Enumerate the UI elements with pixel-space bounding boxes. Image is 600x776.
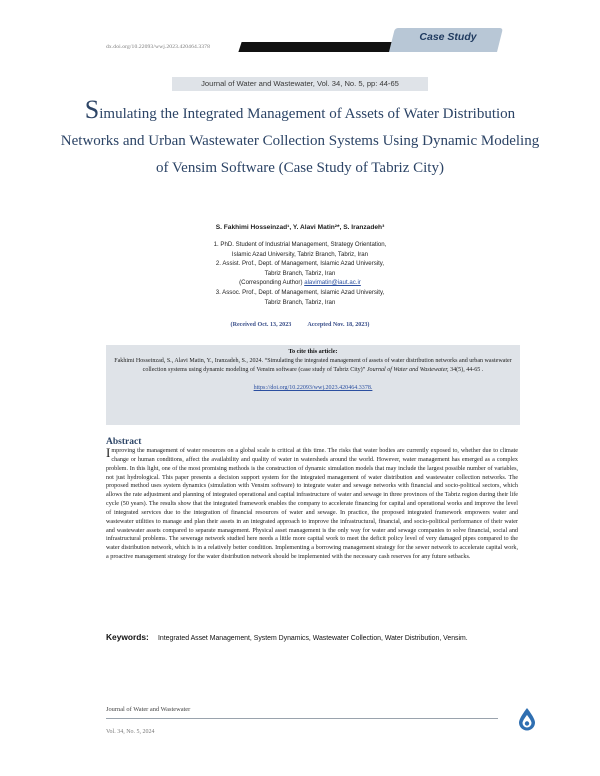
accepted-date: Accepted Nov. 18, 2023) <box>307 322 370 328</box>
corresponding-label: (Corresponding Author) <box>239 279 303 287</box>
abstract-text: mproving the management of water resources on a global scale is critical at this time. The risks that water bodies are currently exposed to, whether due to climate change or human conditions, affect the availability and quality of water in watersheds around the world. However, water management has emerged as a complex problem. In this light, one of the most promising methods is the construction of dynamic simulation models that may include the largest possible number of variables, not just hydrological. This paper presents a decision support system for the integrated management of water distribution and wastewater collection networks. The proposed method uses system dynamics (simulation with Vensim software) to integrate water and sewage networks with financial and socio-political sectors, which allows the rate adjustment and planning of integrated operational and capital infrastructure of water and sewage in three provinces of the Tabriz region during their life cycle (50 years). The results show that the integrated framework enables the company to accelerate financing for capital and operational works and improve the level of integrated services due to the integration of financial resources of water and sewage. In practice, the proposed integrated framework empowers water and wastewater utilities to manage and plan their assets in an integrated approach to improve the infrastructural, financial, and socio-political performance of their water and wastewater assets compared to separate management. Physical asset management is the only way for water and sewage companies to solve financial, social and infrastructural problems. The sewerage network studied here needs a little more capital work to meet the deficit policy level of very damaged pipes compared to the water distribution network, which is in a relatively better condition. Implementing a borrowing management strategy for the sewer network to accelerate capital work, a proactive management strategy for the water distribution network should be implemented with the necessary cash reserves for any future setbacks. <box>106 448 518 561</box>
affiliation-1-line1: 1. PhD. Student of Industrial Management, Strategy Orientation, <box>213 241 387 248</box>
abstract-initial: I <box>106 445 111 460</box>
keywords-heading: Keywords: <box>106 632 149 642</box>
citation-volume: 34(5), 44-65 . <box>450 366 484 373</box>
corresponding-author <box>60 278 540 288</box>
citation-doi-link[interactable]: https://doi.org/10.22093/wwj.2023.420464.3378. <box>253 385 373 391</box>
citation-text <box>110 357 516 375</box>
abstract-body <box>106 447 518 562</box>
affiliation-3-line2: Tabriz Branch, Tabriz, Iran <box>264 298 336 306</box>
affiliation-1-line2: Islamic Azad University, Tabriz Branch, Tabriz, Iran <box>231 250 369 258</box>
received-date: (Received Oct. 13, 2023 <box>230 322 292 328</box>
keywords-text: Integrated Asset Management, System Dynamics, Wastewater Collection, Water Distribution, Vensim. <box>158 635 468 642</box>
abstract-heading: Abstract <box>106 437 142 447</box>
footer-journal: Journal of Water and Wastewater <box>106 706 191 713</box>
title-text: imulating the Integrated Management of Assets of Water Distribution Networks and Urban Wastewater Collection Systems Using Dynamic Modeling of Vensim Software (Case Study of Tabriz City) <box>60 106 540 176</box>
dates <box>60 322 540 328</box>
doi-text: dx.doi.org/10.22093/wwj.2023.420464.3378 <box>106 44 210 50</box>
affiliation-3-line1: 3. Assoc. Prof., Dept. of Management, Islamic Azad University, <box>215 288 385 296</box>
journal-line: Journal of Water and Wastewater, Vol. 34, No. 5, pp: 44-65 <box>201 79 399 88</box>
authors: S. Fakhimi Hosseinzad¹, Y. Alavi Matin²*, S. Iranzadeh³ <box>215 224 385 231</box>
affiliation-1 <box>60 240 540 307</box>
affiliation-2-line1: 2. Assist. Prof., Dept. of Management, Islamic Azad University, <box>215 260 385 268</box>
citation-body: Fakhimi Hosseinzad, S., Alavi Matin, Y., Iranzadeh, S., 2024. “Simulating the integrated management of assets of water distribution networks and urban wastewater collection systems using dynamic modeling of Vensim software (case study of Tabriz City)” <box>114 358 512 373</box>
case-study-label: Case Study <box>419 31 477 43</box>
footer-volume: Vol. 34, No. 5, 2024 <box>106 729 155 735</box>
title-initial: S <box>84 95 100 124</box>
citation-journal: Journal of Water and Wastewater, <box>366 366 449 373</box>
affiliation-2-line2: Tabriz Branch, Tabriz, Iran <box>264 269 336 277</box>
paper-title <box>60 95 540 182</box>
footer-divider <box>106 718 498 719</box>
author-email-link[interactable]: alavimatin@iaut.ac.ir <box>304 279 361 287</box>
water-drop-logo-icon <box>516 707 538 731</box>
citation-heading: To cite this article: <box>288 348 338 355</box>
